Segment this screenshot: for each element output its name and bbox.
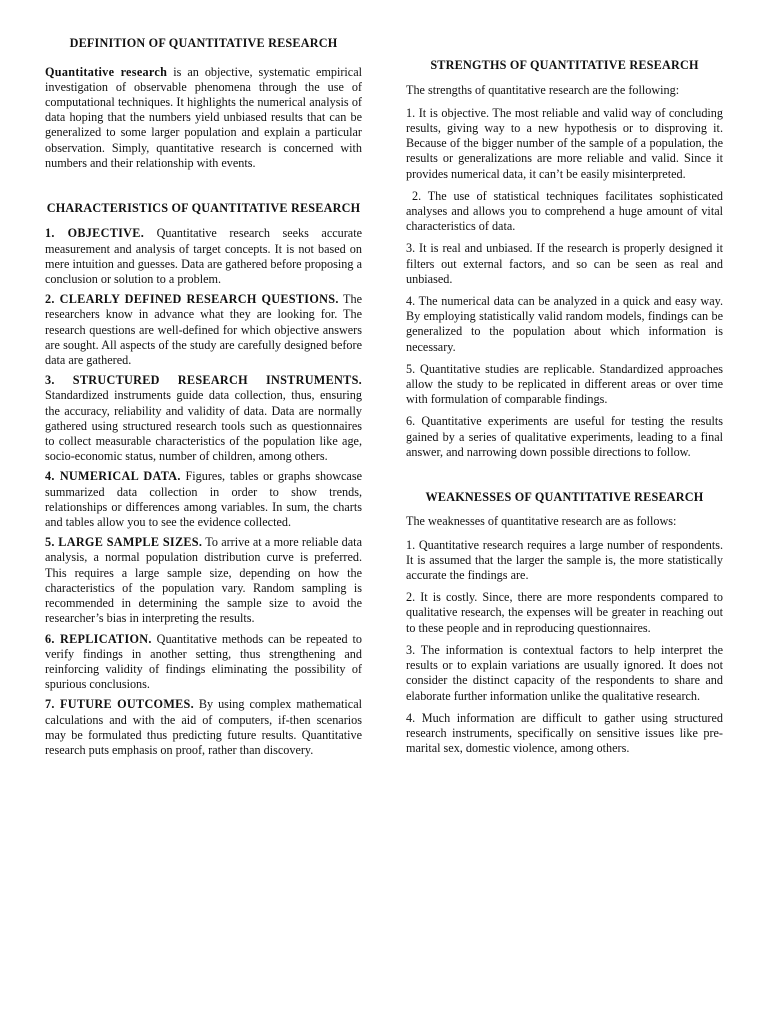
strength-item: 4. The numerical data can be analyzed in a quick and easy way. By employing statistically valid random models, findings can be generalized to the population about which information is necessary. — [406, 293, 723, 354]
characteristic-label: 7. FUTURE OUTCOMES. — [45, 697, 194, 712]
definition-paragraph — [45, 65, 362, 171]
weakness-item: 1. Quantitative research requires a large number of respondents. It is assumed that the larger the sample is, the more statistically accurate the findings are. — [406, 537, 723, 583]
strength-item: 3. It is real and unbiased. If the research is properly designed it filters out external factors, and so can be seen as real and unbiased. — [406, 241, 723, 286]
characteristics-heading: CHARACTERISTICS OF QUANTITATIVE RESEARCH — [46, 200, 361, 215]
strength-item: 1. It is objective. The most reliable and valid way of concluding results, giving way to a new hypothesis or to disproving it. Because of the bigger number of the sample of a population, the results or generalizations are more reliable and valid. Since it provides numerical data, it can’t be easily misinterpreted. — [406, 105, 723, 181]
characteristic-text: The researchers know in advance what they are looking for. The research questions are well-defined for which objective answers are sought. All aspects of the study are carefully designed before data are gathered. — [45, 292, 362, 368]
characteristic-text: Quantitative research seeks accurate measurement and analysis of target concepts. It is not based on mere intuition and guesses. Data are gathered before proposing a conclusion or solution to a problem. — [45, 226, 362, 287]
characteristic-label: 5. LARGE SAMPLE SIZES. — [45, 535, 203, 550]
strengths-heading: STRENGTHS OF QUANTITATIVE RESEARCH — [430, 58, 699, 72]
characteristic-label: 6. REPLICATION. — [45, 631, 152, 646]
right-column — [406, 0, 723, 756]
strength-item: 6. Quantitative experiments are useful for testing the results gained by a series of qualitative experiments, leading to a final answer, and narrowing down possible directions to follow. — [406, 414, 723, 459]
definition-heading: DEFINITION OF QUANTITATIVE RESEARCH — [69, 36, 338, 50]
characteristic-text: Quantitative methods can be repeated to verify findings in another setting, thus strengthening and reinforcing validity of findings eliminating the possibility of spurious conclusions. — [45, 631, 362, 692]
characteristic-label: 1. OBJECTIVE. — [45, 226, 145, 241]
characteristic-text: Figures, tables or graphs showcase summarized data collection in order to show trends, relationships or differences among variables. In sum, the charts and tables allow you to see the evidence collected. — [45, 469, 362, 530]
weakness-item: 4. Much information are difficult to gather using structured research instruments, specifically on sensitive issues like pre-marital sex, domestic violence, among others. — [406, 710, 723, 756]
characteristic-item — [45, 469, 362, 530]
characteristic-text: Standardized instruments guide data collection, thus, ensuring the accuracy, reliability and validity of data. Data are normally gathered using structured research tools such as questionnaires to collect measurable characteristics of the population like age, socio-economic status, number of children, among others. — [45, 388, 362, 464]
weakness-item: 3. The information is contextual factors to help interpret the results or to explain variations are usually ignored. It does not consider the distinct capacity of the respondents to share and elaborate further information unlike the qualitative research. — [406, 642, 723, 703]
definition-body: is an objective, systematic empirical investigation of observable phenomena through the use of computational techniques. It highlights the numerical analysis of data hoping that the numbers yield unbiased results that can be generalized to some larger population and explain a particular observation. Simply, quantitative research is concerned with numbers and their relationship with events. — [45, 64, 363, 170]
strength-item: 2. The use of statistical techniques facilitates sophisticated analyses and allows you to comprehend a huge amount of vital characteristics of data. — [406, 188, 723, 234]
left-column — [45, 0, 362, 758]
characteristic-label: 3. STRUCTURED RESEARCH INSTRUMENTS. — [45, 373, 362, 388]
strengths-intro: The strengths of quantitative research are the following: — [406, 82, 680, 97]
characteristic-item — [45, 292, 362, 368]
characteristic-item — [45, 632, 362, 693]
characteristic-item — [45, 226, 362, 287]
definition-term: Quantitative research — [45, 64, 168, 79]
characteristic-item — [45, 697, 362, 758]
weakness-item: 2. It is costly. Since, there are more respondents compared to qualitative research, the expenses will be greater in reaching out to these people and in reproducing questionnaires. — [406, 590, 723, 635]
weaknesses-heading: WEAKNESSES OF QUANTITATIVE RESEARCH — [425, 489, 704, 504]
characteristic-text: By using complex mathematical calculations and with the aid of computers, if-then scenarios may be formulated thus predicting future results. Quantitative research puts emphasis on proof, rather than discovery. — [45, 697, 362, 757]
weaknesses-intro: The weaknesses of quantitative research are as follows: — [406, 514, 677, 529]
characteristic-text: To arrive at a more reliable data analysis, a normal population distribution curve is preferred. This requires a large sample size, depending on how the characteristics of the population vary. Random sampling is recommended in determining the sample size to avoid the researcher’s bias in interpreting the results. — [45, 535, 362, 626]
characteristic-label: 4. NUMERICAL DATA. — [45, 469, 181, 484]
characteristic-item — [45, 373, 362, 464]
characteristic-label: 2. CLEARLY DEFINED RESEARCH QUESTIONS. — [45, 292, 339, 307]
strength-item: 5. Quantitative studies are replicable. Standardized approaches allow the study to be replicated in different areas or over time with formulation of comparable findings. — [406, 361, 723, 407]
characteristic-item — [45, 535, 362, 626]
